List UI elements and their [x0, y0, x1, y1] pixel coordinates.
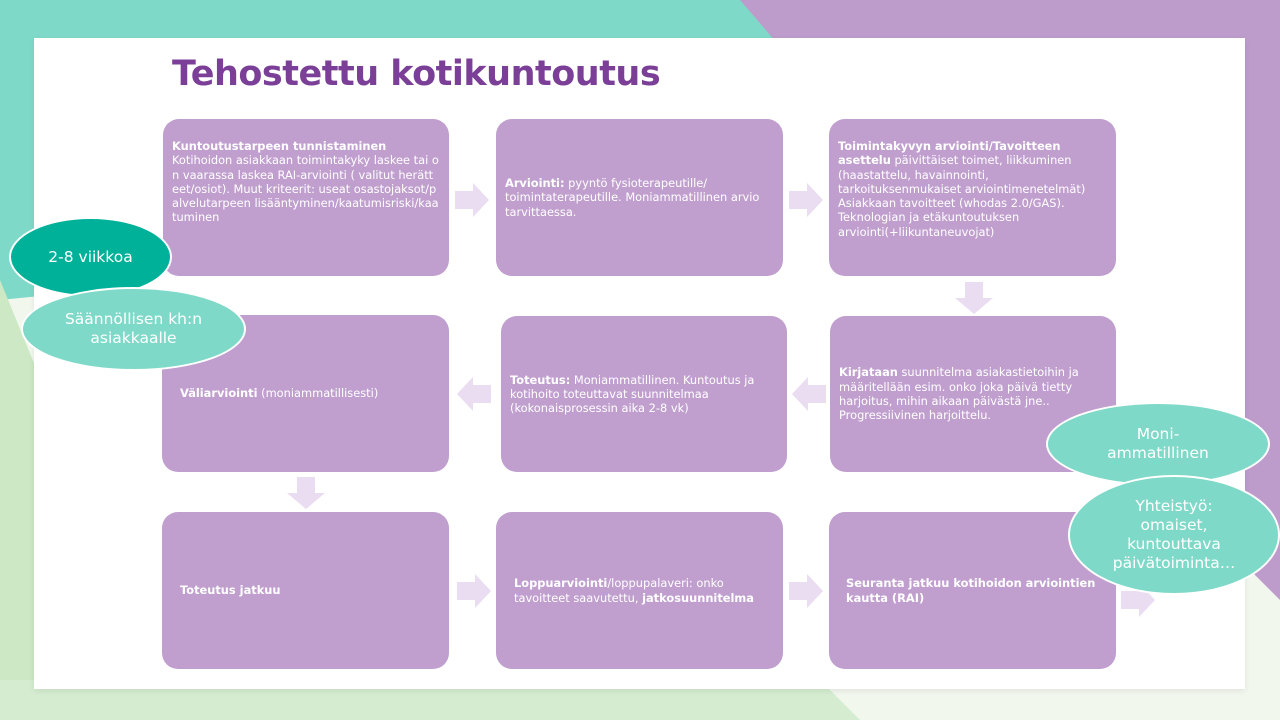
bubble-text-line: Yhteistyö: [1135, 497, 1213, 515]
step-text [510, 373, 778, 416]
step-text [846, 576, 1107, 605]
step-text-run: /loppupalaveri: onko tavoitteet saavutettu, [514, 576, 724, 605]
step-text-bold: Toimintakyvyn arviointi/Tavoitteen asettelu [838, 139, 1061, 168]
step-text [172, 139, 440, 225]
step-text-bold: Toteutus jatkuu [180, 583, 281, 598]
step-text [180, 386, 440, 400]
duration-bubble [9, 217, 172, 297]
arrow-down-icon [955, 282, 993, 314]
step-text [180, 583, 440, 597]
step-text-run: Moniammatillinen. Kuntoutus ja kotihoito toteuttavat suunnitelmaa (kokonaisprosessin aika 2-8 vk) [510, 372, 755, 416]
step-text-run: Kotihoidon asiakkaan toimintakyky laskee tai on vaarassa laskea RAI-arviointi ( valitut herätteet/osiot). Muut kriteerit: useat osastojaksot/palvelutarpeen lisääntyminen/kaatumisriski/kaatuminen [172, 153, 439, 225]
step-box-capacity-goal-setting [829, 119, 1116, 276]
step-text [838, 139, 1107, 239]
bubble-text: 2-8 viikkoa [48, 247, 133, 266]
arrow-left-icon [457, 377, 491, 411]
step-text-bold: Toteutus: [510, 372, 571, 387]
bubble-text-line: kuntouttava [1127, 535, 1221, 553]
step-text-bold: Seuranta jatkuu kotihoidon arviointien kautta (RAI) [846, 576, 1096, 605]
bubble-text-line: Säännöllisen kh:n [64, 310, 203, 328]
arrow-right-icon [789, 183, 823, 217]
arrow-right-icon [457, 574, 491, 608]
step-text [514, 576, 774, 605]
step-text-bold: Kirjataan [839, 365, 898, 380]
cooperation-bubble [1068, 475, 1280, 595]
step-box-implementation-continues [162, 512, 449, 669]
target-group-bubble [21, 287, 246, 371]
arrow-right-icon [455, 183, 489, 217]
bubble-text-line: asiakkaalle [90, 329, 177, 347]
step-text [505, 176, 774, 219]
step-text-bold: Arviointi: [505, 176, 565, 191]
bubble-text-line: Moni- [1136, 425, 1180, 443]
step-box-needs-identification [163, 119, 449, 276]
step-text [839, 365, 1107, 422]
slide-title: Tehostettu kotikuntoutus [172, 54, 661, 94]
step-box-assessment-request [496, 119, 783, 276]
step-text-run: päivittäiset toimet, liikkuminen (haastattelu, havainnointi, tarkoituksenmukaiset arviointimenetelmät) Asiakkaan tavoitteet (whodas 2.0/GAS). Teknologian ja etäkuntoutuksen arviointi(+liikuntaneuvojat) [838, 153, 1086, 239]
step-text-bold: jatkosuunnitelma [642, 590, 754, 605]
step-text-run: (moniammatillisesti) [257, 386, 379, 401]
bubble-text-line: ammatillinen [1107, 444, 1209, 462]
step-box-final-assessment [496, 512, 783, 669]
bubble-text-line: omaiset, [1140, 516, 1208, 534]
arrow-left-icon [792, 377, 826, 411]
step-text-run: suunnitelma asiakastietoihin ja määritellään esim. onko joka päivä tietty harjoitus, mihin aikaan päivästä jne.. Progressiivinen harjoittelu. [839, 365, 1079, 423]
bubble-text-line: päivätoiminta… [1112, 554, 1236, 572]
arrow-right-icon [789, 574, 823, 608]
step-text-bold: Loppuarviointi [514, 576, 608, 591]
step-box-implementation [501, 316, 787, 472]
multiprofessional-bubble [1046, 402, 1270, 486]
arrow-down-icon [287, 477, 325, 509]
step-text-bold: Väliarviointi [180, 386, 258, 401]
step-text-bold: Kuntoutustarpeen tunnistaminen [172, 139, 387, 153]
step-text-run: pyyntö fysioterapeutille/ toimintaterapeutille. Moniammatillinen arvio tarvittaessa. [505, 176, 760, 219]
